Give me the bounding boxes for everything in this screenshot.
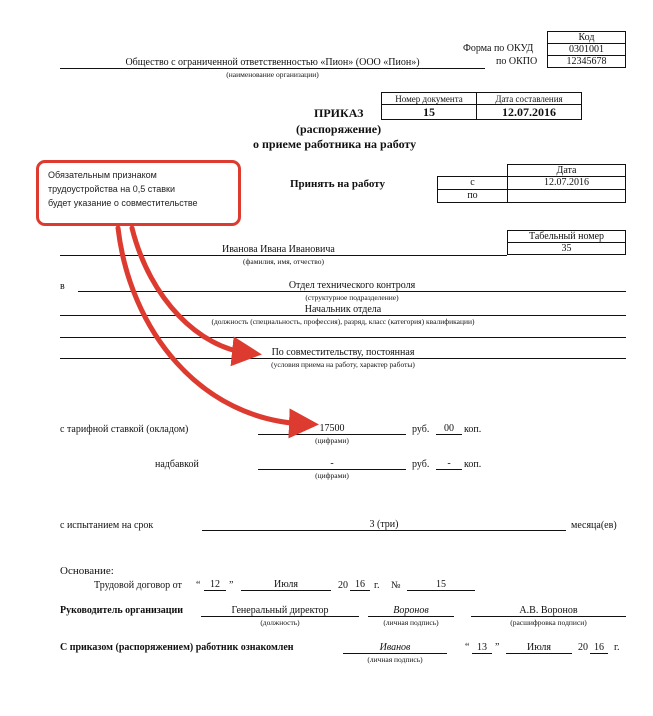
- director-label: Руководитель организации: [60, 605, 184, 616]
- probation-label: с испытанием на срок: [60, 520, 154, 531]
- director-signature: Воронов: [393, 605, 429, 616]
- code-header-cell: Код: [547, 31, 626, 44]
- director-name: А.В. Воронов: [519, 605, 578, 616]
- callout-line-1: Обязательным признаком: [48, 170, 157, 180]
- contract-label: Трудовой договор от: [94, 580, 182, 591]
- doc-date-header: Дата составления: [476, 92, 582, 105]
- doc-number-header: Номер документа: [381, 92, 477, 105]
- contract-quote-open: “: [196, 580, 201, 591]
- position-caption: (должность (специальность, профессия), разряд, класс (категория) квалификации): [211, 317, 475, 326]
- rate-rub-label: руб.: [412, 424, 430, 435]
- department-line: [78, 291, 626, 292]
- rate-caption: (цифрами): [315, 436, 349, 445]
- contract-month-line: [241, 590, 331, 591]
- organization-name: Общество с ограниченной ответственностью «Пион» (ООО «Пион»): [125, 57, 420, 68]
- contract-num-label: №: [391, 580, 401, 591]
- bonus-label: надбавкой: [155, 459, 199, 470]
- director-signature-caption: (личная подпись): [383, 618, 439, 627]
- callout-line-3: будет указание о совместительстве: [48, 198, 198, 208]
- bonus-kop-value: -: [447, 458, 451, 469]
- probation-unit: месяца(ев): [571, 520, 617, 531]
- hire-to-date: [507, 189, 626, 203]
- ack-day-line: [472, 653, 492, 654]
- bonus-line: [258, 469, 406, 470]
- basis-label: Основание:: [60, 565, 114, 577]
- organization-caption: (наименование организации): [226, 70, 319, 79]
- contract-day-line: [204, 590, 226, 591]
- doc-number-value: 15: [381, 104, 477, 120]
- rate-kop-line: [436, 434, 462, 435]
- order-subtitle: (распоряжение): [296, 122, 382, 136]
- blank-line: [60, 337, 626, 338]
- bonus-kop-line: [436, 469, 462, 470]
- order-about: о приеме работника на работу: [253, 137, 417, 151]
- hire-from-date: 12.07.2016: [507, 176, 626, 190]
- director-position-caption: (должность): [260, 618, 300, 627]
- hire-label: Принять на работу: [290, 178, 385, 190]
- okpo-value-cell: 12345678: [547, 55, 626, 68]
- ack-year-prefix: 20: [578, 642, 588, 653]
- contract-quote-close: ”: [229, 580, 234, 591]
- employee-name-line: [60, 255, 507, 256]
- ack-month: Июля: [526, 642, 552, 653]
- hire-date-header: Дата: [507, 164, 626, 177]
- okud-value-cell: 0301001: [547, 43, 626, 56]
- contract-number-line: [407, 590, 475, 591]
- ack-day: 13: [477, 642, 487, 653]
- conditions-line: [60, 358, 626, 359]
- contract-year-line: [350, 590, 370, 591]
- director-position: Генеральный директор: [231, 605, 329, 616]
- rate-line: [258, 434, 406, 435]
- ack-year-label: г.: [614, 642, 620, 653]
- hire-from-label: с: [437, 176, 508, 190]
- contract-month: Июля: [273, 579, 299, 590]
- order-title: ПРИКАЗ: [314, 106, 364, 120]
- director-name-line: [471, 616, 626, 617]
- ack-label: С приказом (распоряжением) работник ознакомлен: [60, 642, 294, 653]
- bonus-caption: (цифрами): [315, 471, 349, 480]
- ack-quote-close: ”: [495, 642, 500, 653]
- ack-month-line: [506, 653, 572, 654]
- position-line: [60, 315, 626, 316]
- director-signature-line: [368, 616, 454, 617]
- okpo-label: по ОКПО: [496, 56, 538, 67]
- hire-to-label: по: [437, 189, 508, 203]
- rate-label: с тарифной ставкой (окладом): [60, 424, 189, 435]
- employee-name-caption: (фамилия, имя, отчество): [243, 257, 324, 266]
- probation-value: 3 (три): [369, 519, 399, 530]
- callout-line-2: трудоустройства на 0,5 ставки: [48, 184, 176, 194]
- position-value: Начальник отдела: [304, 304, 382, 315]
- bonus-value: -: [330, 458, 334, 469]
- department-value: Отдел технического контроля: [288, 280, 416, 291]
- okud-label: Форма по ОКУД: [463, 43, 534, 54]
- ack-signature-caption: (личная подпись): [367, 655, 423, 664]
- contract-year-label: г.: [374, 580, 380, 591]
- contract-year-prefix: 20: [338, 580, 348, 591]
- director-position-line: [201, 616, 359, 617]
- doc-date-value: 12.07.2016: [476, 104, 582, 120]
- conditions-caption: (условия приема на работу, характер работы): [271, 360, 415, 369]
- in-label: в: [60, 281, 65, 292]
- bonus-rub-label: руб.: [412, 459, 430, 470]
- organization-line: [60, 68, 485, 69]
- tab-number-value: 35: [507, 242, 626, 255]
- ack-year-line: [590, 653, 608, 654]
- tab-number-header: Табельный номер: [507, 230, 626, 243]
- director-name-caption: (расшифровка подписи): [510, 618, 587, 627]
- ack-quote-open: “: [465, 642, 470, 653]
- bonus-kop-label: коп.: [464, 459, 482, 470]
- rate-value: 17500: [319, 423, 345, 434]
- conditions-value: По совместительству, постоянная: [271, 347, 415, 358]
- rate-kop-label: коп.: [464, 424, 482, 435]
- ack-signature: Иванов: [379, 642, 411, 653]
- contract-year-suffix: 16: [355, 579, 365, 590]
- callout-box: [36, 160, 241, 226]
- rate-kop-value: 00: [444, 423, 454, 434]
- contract-number: 15: [436, 579, 446, 590]
- department-caption: (структурное подразделение): [305, 293, 399, 302]
- ack-signature-line: [343, 653, 447, 654]
- ack-year-suffix: 16: [594, 642, 604, 653]
- contract-day: 12: [210, 579, 220, 590]
- employee-name: Иванова Ивана Ивановича: [222, 244, 335, 255]
- probation-line: [202, 530, 566, 531]
